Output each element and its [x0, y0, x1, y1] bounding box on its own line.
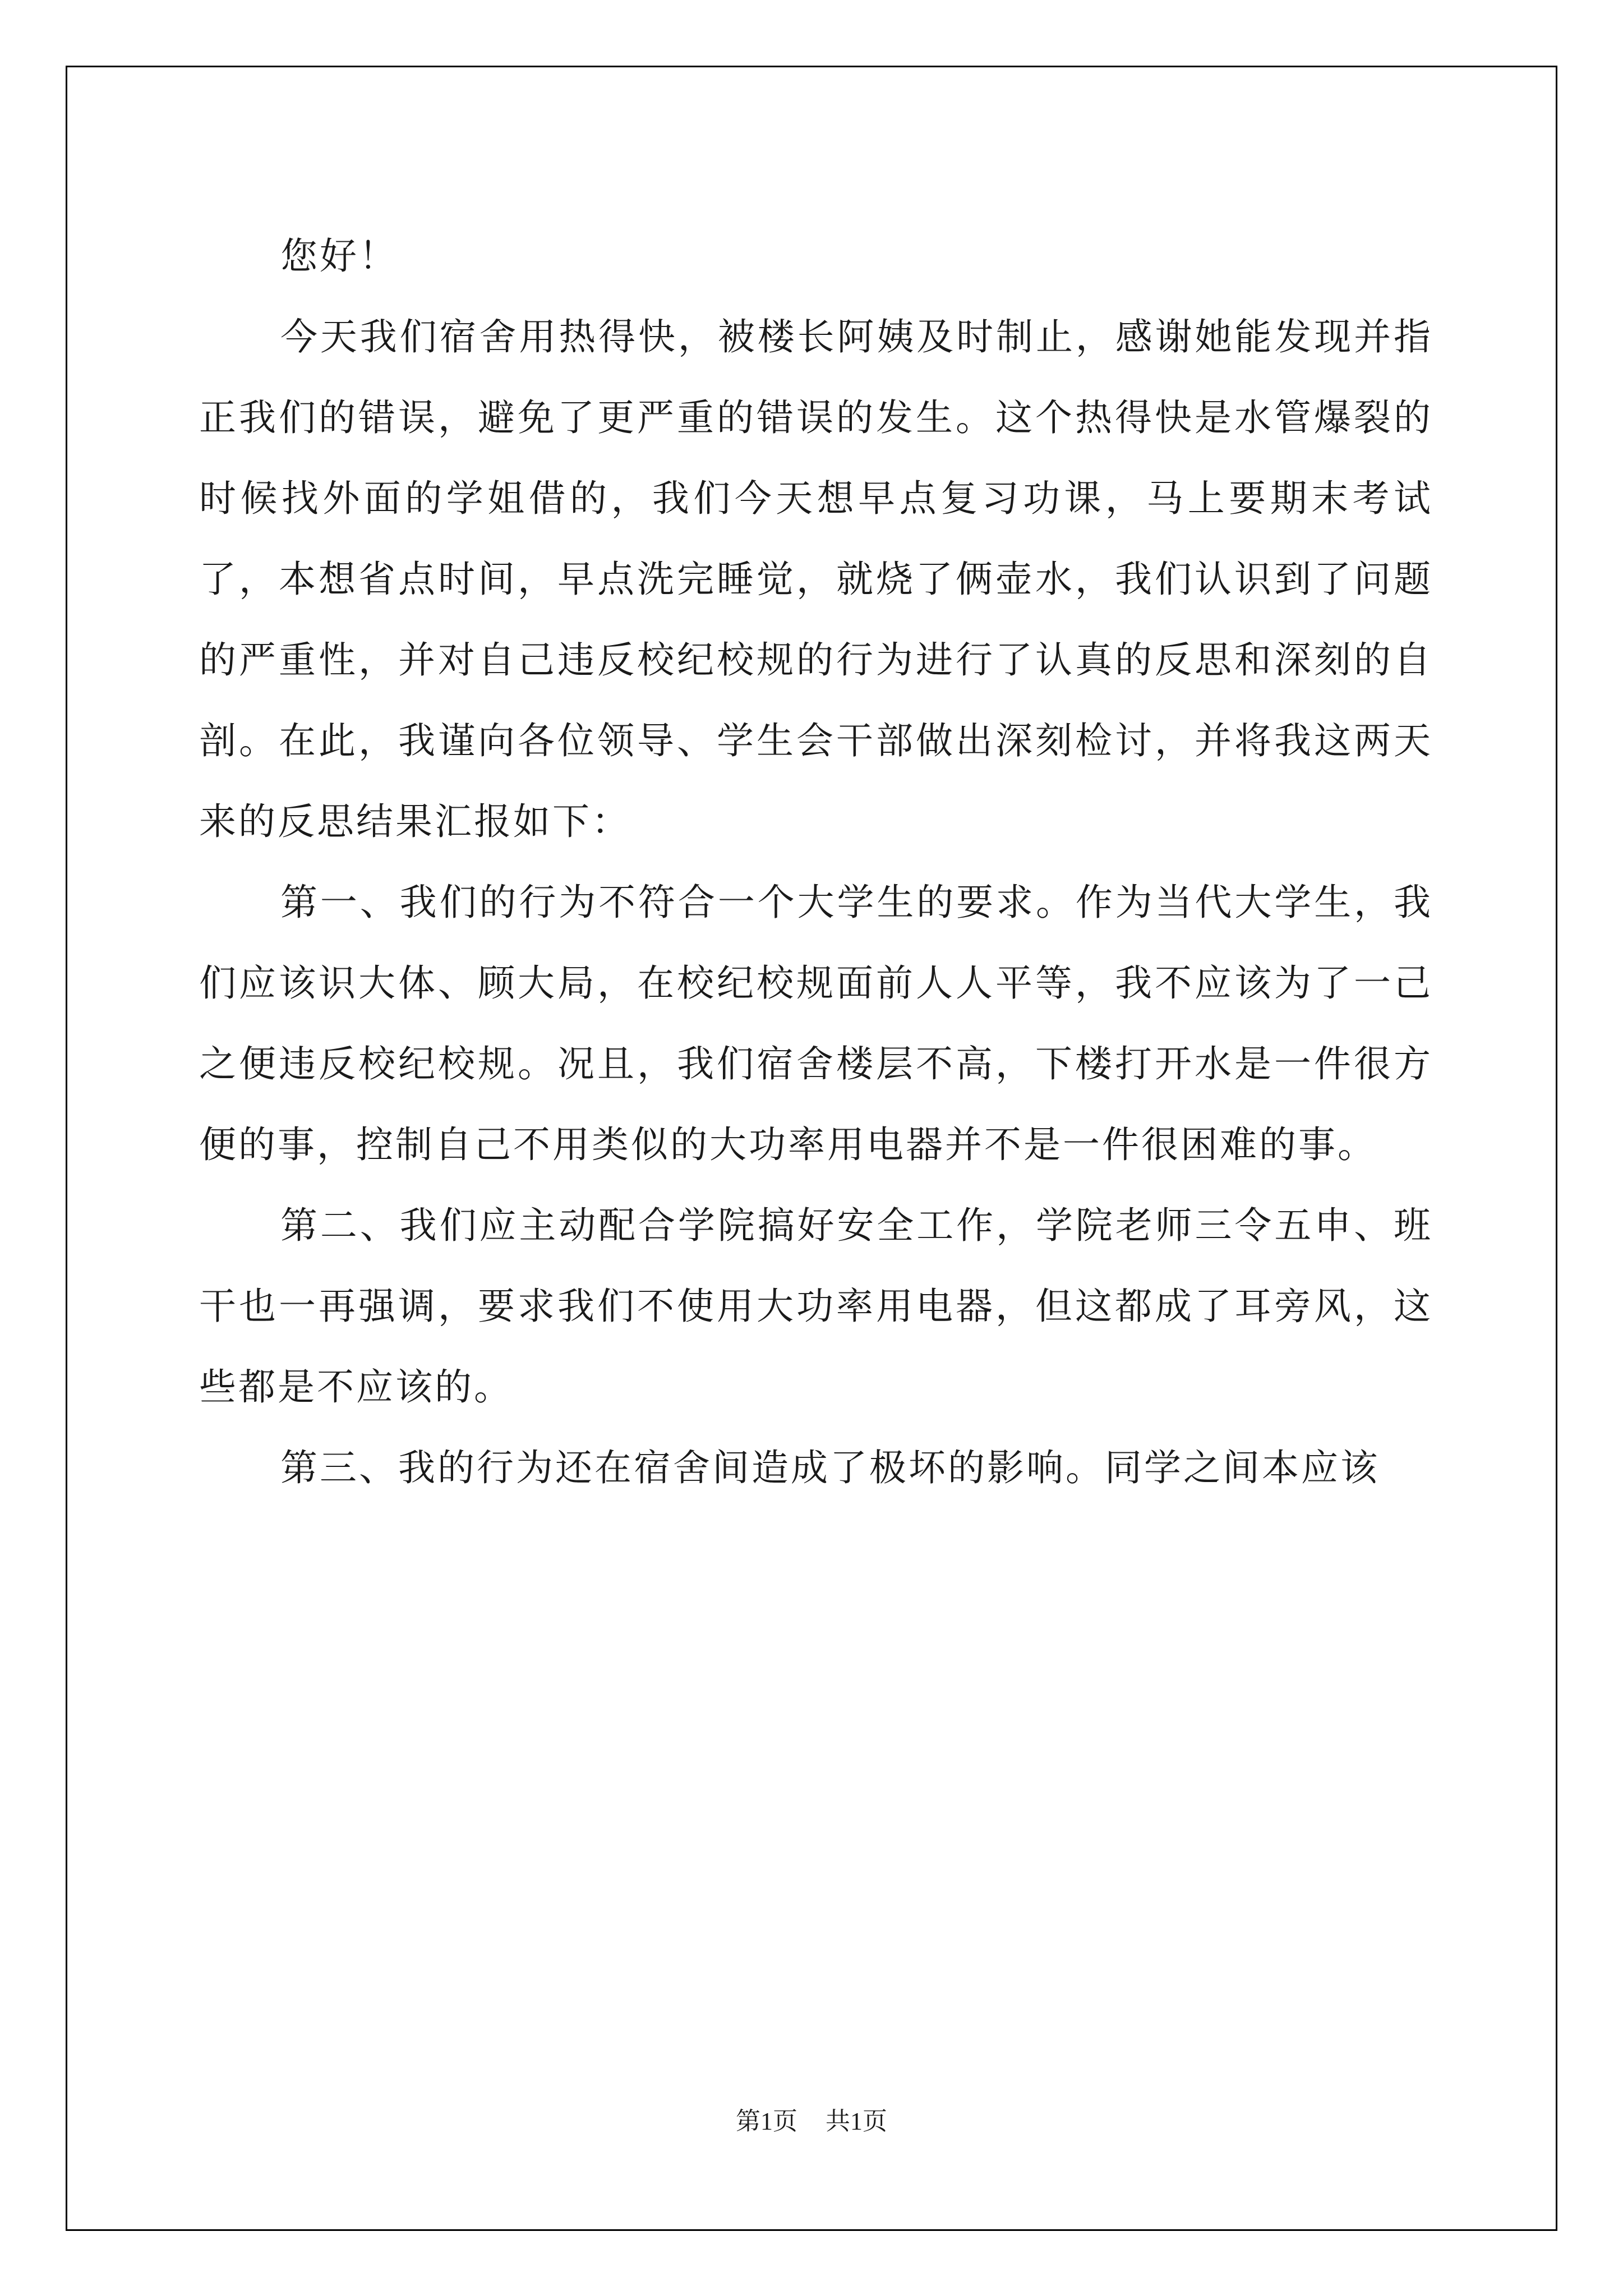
- paragraph-1: 今天我们宿舍用热得快，被楼长阿姨及时制止，感谢她能发现并指正我们的错误，避免了更严重的错误的发生。这个热得快是水管爆裂的时候找外面的学姐借的，我们今天想早点复习功课，马上要期末考试了，本想省点时间，早点洗完睡觉，就烧了俩壶水，我们认识到了问题的严重性，并对自己违反校纪校规的行为进行了认真的反思和深刻的自剖。在此，我谨向各位领导、学生会干部做出深刻检讨，并将我这两天来的反思结果汇报如下：: [199, 315, 1433, 843]
- page-footer: [0, 2101, 1623, 2137]
- salutation: 您好！: [280, 234, 398, 278]
- page-number-current: 第1页: [736, 2108, 797, 2135]
- page-number-total: 共1页: [826, 2108, 887, 2135]
- document-body: [199, 216, 1433, 1508]
- paragraph-3: 第二、我们应主动配合学院搞好安全工作，学院老师三令五申、班干也一再强调，要求我们不使用大功率用电器，但这都成了耳旁风，这些都是不应该的。: [199, 1204, 1433, 1409]
- paragraph-2: 第一、我们的行为不符合一个大学生的要求。作为当代大学生，我们应该识大体、顾大局，在校纪校规面前人人平等，我不应该为了一己之便违反校纪校规。况且，我们宿舍楼层不高，下楼打开水是一件很方便的事，控制自己不用类似的大功率用电器并不是一件很困难的事。: [199, 881, 1433, 1166]
- paragraph-4: 第三、我的行为还在宿舍间造成了极坏的影响。同学之间本应该: [280, 1446, 1380, 1489]
